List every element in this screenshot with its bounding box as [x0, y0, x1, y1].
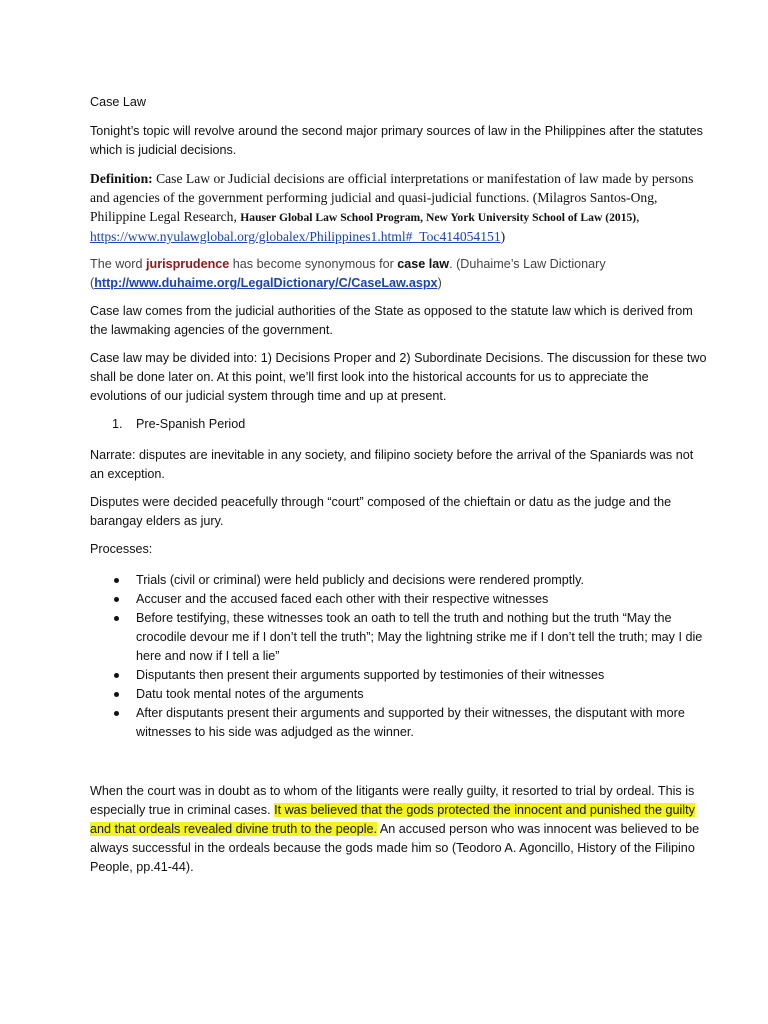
case-law-source-paragraph: Case law comes from the judicial authorities of the State as opposed to the statute law which is derived from the lawmaking agencies of the government. [90, 304, 693, 337]
narrate-paragraph: Narrate: disputes are inevitable in any society, and filipino society before the arrival of the Spaniards was not an exception. [90, 448, 694, 481]
list-number: 1. [112, 417, 123, 431]
bullet-icon [114, 578, 119, 583]
processes-list [90, 571, 708, 742]
caselaw-word: case law [397, 257, 450, 271]
jurisprudence-paragraph [90, 255, 708, 293]
jurisprudence-post: . (Duhaime’s Law Dictionary ( [90, 257, 606, 290]
list-item-text: Disputants then present their arguments supported by testimonies of their witnesses [136, 668, 605, 682]
list-item-text: Accuser and the accused faced each other with their respective witnesses [136, 592, 549, 606]
list-item-text: Before testifying, these witnesses took an oath to tell the truth and nothing but the truth “May the crocodile devour me if I don’t tell the truth”; May the lightning strike me if I don’t tell the truth; may I die here and now if I tell a lie” [136, 611, 703, 663]
list-item [90, 590, 708, 609]
list-item-text: After disputants present their arguments and supported by their witnesses, the disputant with more witnesses to his side was adjudged as the winner. [136, 706, 685, 739]
list-item [90, 666, 708, 685]
bullet-icon [114, 616, 119, 621]
definition-paragraph [90, 169, 708, 246]
highlighted-text: It was believed that the gods protected the innocent and punished the guilty and that ordeals revealed divine truth to the people. [90, 803, 695, 836]
definition-comma: , [636, 209, 640, 224]
definition-close: ) [500, 229, 506, 244]
list-item [90, 415, 708, 434]
list-item-text: Datu took mental notes of the arguments [136, 687, 364, 701]
bullet-icon [114, 597, 119, 602]
nyu-globalex-link[interactable]: https://www.nyulawglobal.org/globalex/Philippines1.html#_Toc414054151 [90, 229, 501, 244]
list-item [90, 685, 708, 704]
ordeal-post: An accused person who was innocent was believed to be always successful in the ordeals because the gods made him so (Teodoro A. Agoncillo, History of the Filipino People, pp.41-44). [90, 822, 700, 874]
list-item [90, 571, 708, 590]
definition-label: Definition: [90, 171, 153, 186]
jurisprudence-pre: The word [90, 257, 146, 271]
duhaime-link[interactable]: http://www.duhaime.org/LegalDictionary/C/CaseLaw.aspx [94, 276, 438, 290]
ordeal-paragraph [90, 782, 708, 877]
list-item [90, 704, 708, 742]
jurisprudence-mid: has become synonymous for [229, 257, 398, 271]
bullet-icon [114, 692, 119, 697]
jurisprudence-close: ) [437, 276, 442, 290]
definition-text: Case Law or Judicial decisions are official interpretations or manifestation of law made by persons and agencies of the government performing judicial and quasi-judicial functions. (Milagros Santos-Ong, Philippine Legal Research, [90, 171, 694, 224]
bullet-icon [114, 711, 119, 716]
processes-label: Processes: [90, 542, 153, 556]
intro-paragraph: Tonight’s topic will revolve around the second major primary sources of law in the Philippines after the statutes which is judicial decisions. [90, 124, 703, 157]
list-item-text: Pre-Spanish Period [136, 417, 246, 431]
ordeal-pre: When the court was in doubt as to whom of the litigants were really guilty, it resorted to trial by ordeal. This is especially true in criminal cases. [90, 784, 695, 817]
numbered-list [90, 415, 708, 434]
jurisprudence-word: jurisprudence [146, 257, 230, 271]
definition-source: Hauser Global Law School Program, New York University School of Law (2015) [240, 211, 637, 224]
case-law-divided-paragraph: Case law may be divided into: 1) Decisions Proper and 2) Subordinate Decisions. The discussion for these two shall be done later on. At this point, we’ll first look into the historical accounts for us to appreciate the evolutions of our judicial system through time and up at present. [90, 351, 707, 403]
list-item-text: Trials (civil or criminal) were held publicly and decisions were rendered promptly. [136, 573, 584, 587]
list-item [90, 609, 708, 666]
doc-title: Case Law [90, 95, 147, 109]
bullet-icon [114, 673, 119, 678]
disputes-paragraph: Disputes were decided peacefully through “court” composed of the chieftain or datu as the judge and the barangay elders as jury. [90, 495, 672, 528]
